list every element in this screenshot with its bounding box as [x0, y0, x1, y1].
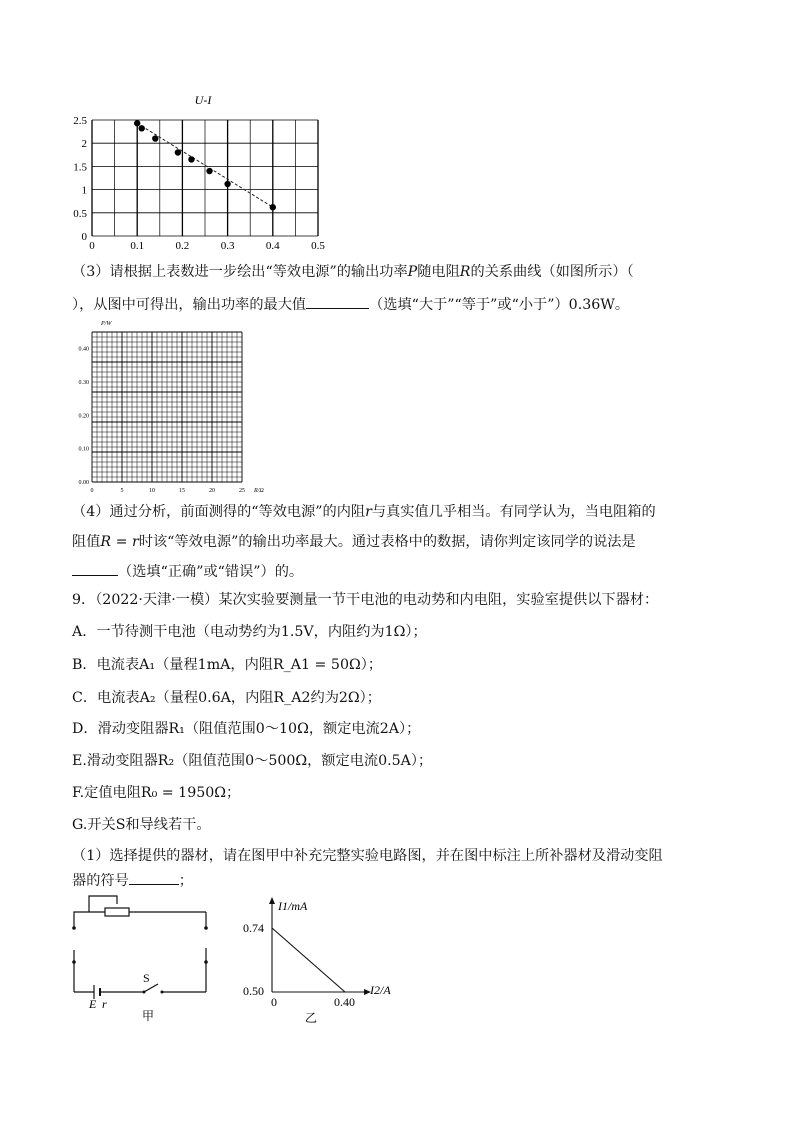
q9-sub1-line2: [72, 870, 193, 891]
q9-item-a: A．一节待测干电池（电动势约为1.5V，内阻约为1Ω）；: [72, 624, 427, 640]
data-point: [188, 156, 194, 162]
y-tick-label: 2.5: [73, 115, 87, 127]
y-tick-label: 1.5: [73, 161, 87, 174]
ichart-caption: 乙: [305, 1011, 318, 1025]
y-tick-label: 1: [81, 184, 87, 197]
q9-item-f: F.定值电阻R₀ = 1950Ω；: [72, 785, 241, 801]
q9-item-d: D．滑动变阻器R₁（阻值范围0～10Ω，额定电流2A）；: [72, 721, 421, 737]
q4-line-1: [72, 502, 656, 522]
q9-item-b: B．电流表A₁（量程1mA，内阻R_A1 = 50Ω）；: [72, 657, 383, 673]
p-r-grid: [92, 332, 242, 482]
q9-item-c: C．电流表A₂（量程0.6A，内阻R_A2约为2Ω）；: [72, 690, 381, 706]
data-point: [175, 149, 181, 155]
x-tick-label: 0.4: [265, 240, 280, 252]
q4-text: 与真实值几乎相当。有同学认为，当电阻箱的: [371, 504, 656, 520]
y-tick-label: 0.5: [73, 207, 87, 220]
answer-blank[interactable]: [306, 294, 369, 309]
p-axis-label: P/W: [101, 321, 112, 327]
circuit-diagram: [62, 890, 222, 1025]
i1-i2-chart: [238, 892, 408, 1027]
x-tick-label: 0.3: [220, 240, 235, 252]
var-R: R: [459, 264, 471, 280]
label-E: E: [89, 997, 97, 1011]
var-r: r: [365, 504, 372, 520]
q4-line-2: [72, 532, 636, 552]
data-point: [224, 181, 230, 187]
data-point: [206, 168, 212, 174]
x-tick-label: 0.2: [175, 240, 190, 252]
r-axis-label: R/Ω: [254, 488, 264, 494]
x-tick-label: 0: [90, 488, 94, 494]
circuit-caption: 甲: [142, 1009, 155, 1023]
x-tick-label: 0.1: [130, 240, 145, 252]
switch-icon: [144, 984, 158, 992]
i1-axis-label: I1/mA: [278, 899, 308, 913]
q3-text: 的关系曲线（如图所示）（: [470, 264, 634, 280]
x-tick-label: 25: [239, 488, 245, 494]
label-S: S: [143, 971, 150, 985]
q4-line-3: [72, 561, 303, 582]
q4-text: 阻值: [72, 534, 101, 550]
q3-text: （3）请根据上表数进一步绘出“等效电源”的输出功率: [72, 264, 408, 280]
i-data-line: [272, 928, 345, 992]
q4-text: （选填“正确”或“错误”）的。: [118, 564, 304, 580]
ui-chart-grid: [92, 120, 318, 236]
p-r-chart: [60, 315, 280, 500]
wire-top: [74, 912, 105, 917]
y-tick-bottom: 0.50: [243, 984, 264, 998]
q9-item-g: G.开关S和导线若干。: [72, 817, 211, 833]
q9-text: ；: [178, 873, 193, 889]
q3-line-1: [72, 262, 634, 282]
terminal-dot: [72, 960, 76, 964]
data-point: [134, 120, 140, 126]
x-tick-label: 5: [120, 488, 124, 494]
y-tick-label: 0.00: [78, 480, 89, 486]
q9-item-e: E.滑动变阻器R₂（阻值范围0～500Ω，额定电流0.5A）；: [72, 753, 433, 769]
formula-R-eq-r: R = r: [100, 534, 139, 550]
ui-chart-ticks: [73, 115, 325, 252]
switch-contact: [161, 991, 164, 994]
rheostat-icon: [105, 908, 129, 916]
x-tick-origin: 0: [271, 995, 277, 1009]
terminal-dot: [72, 926, 76, 930]
data-point: [270, 204, 276, 210]
label-r: r: [102, 997, 107, 1011]
x-tick-label: 15: [179, 488, 185, 494]
y-tick-label: 2: [81, 138, 87, 151]
switch-pivot: [143, 991, 146, 994]
y-tick-label: 0.30: [78, 380, 89, 386]
x-tick-label: 0: [89, 240, 95, 252]
q4-text: （4）通过分析，前面测得的“等效电源”的内阻: [72, 504, 366, 520]
terminal-dot: [204, 926, 208, 930]
y-tick-label: 0.40: [78, 346, 89, 353]
data-point: [139, 125, 145, 131]
y-tick-label: 0: [81, 231, 87, 243]
data-point: [152, 135, 158, 141]
terminal-dot: [204, 960, 208, 964]
x-tick-label: 0.5: [311, 240, 325, 252]
q9-sub1-line1: （1）选择提供的器材，请在图甲中补充完整实验电路图，并在图中标注上所补器材及滑动变阻: [72, 848, 663, 864]
i2-axis-label: I2/A: [370, 983, 391, 997]
q3-text: 随电阻: [417, 264, 460, 280]
x-tick-label: 20: [209, 488, 215, 494]
y-tick-top: 0.74: [243, 921, 264, 935]
answer-blank[interactable]: [129, 870, 179, 885]
q4-text: 时该“等效电源”的输出功率最大。通过表格中的数据，请你判定该同学的说法是: [138, 534, 636, 550]
ui-chart-title: U-I: [194, 93, 212, 107]
var-P: P: [407, 264, 418, 280]
y-tick-label: 0.20: [78, 413, 89, 420]
q9-head: 9．（2022·天津·一模）某次实验要测量一节干电池的电动势和内电阻，实验室提供以下器材：: [72, 592, 659, 608]
ui-chart: [70, 90, 340, 255]
q9-text: 器的符号: [72, 873, 129, 889]
q3-text: （选填“大于”“等于”或“小于”）0.36W。: [369, 297, 630, 313]
y-tick-label: 0.10: [78, 446, 89, 453]
x-tick-label: 10: [149, 488, 155, 494]
q3-text: ），从图中可得出，输出功率的最大值: [72, 297, 307, 313]
q3-line-2: [72, 294, 629, 315]
answer-blank[interactable]: [72, 561, 118, 576]
y-axis-arrow: [269, 897, 275, 904]
x-tick-end: 0.40: [334, 995, 355, 1009]
